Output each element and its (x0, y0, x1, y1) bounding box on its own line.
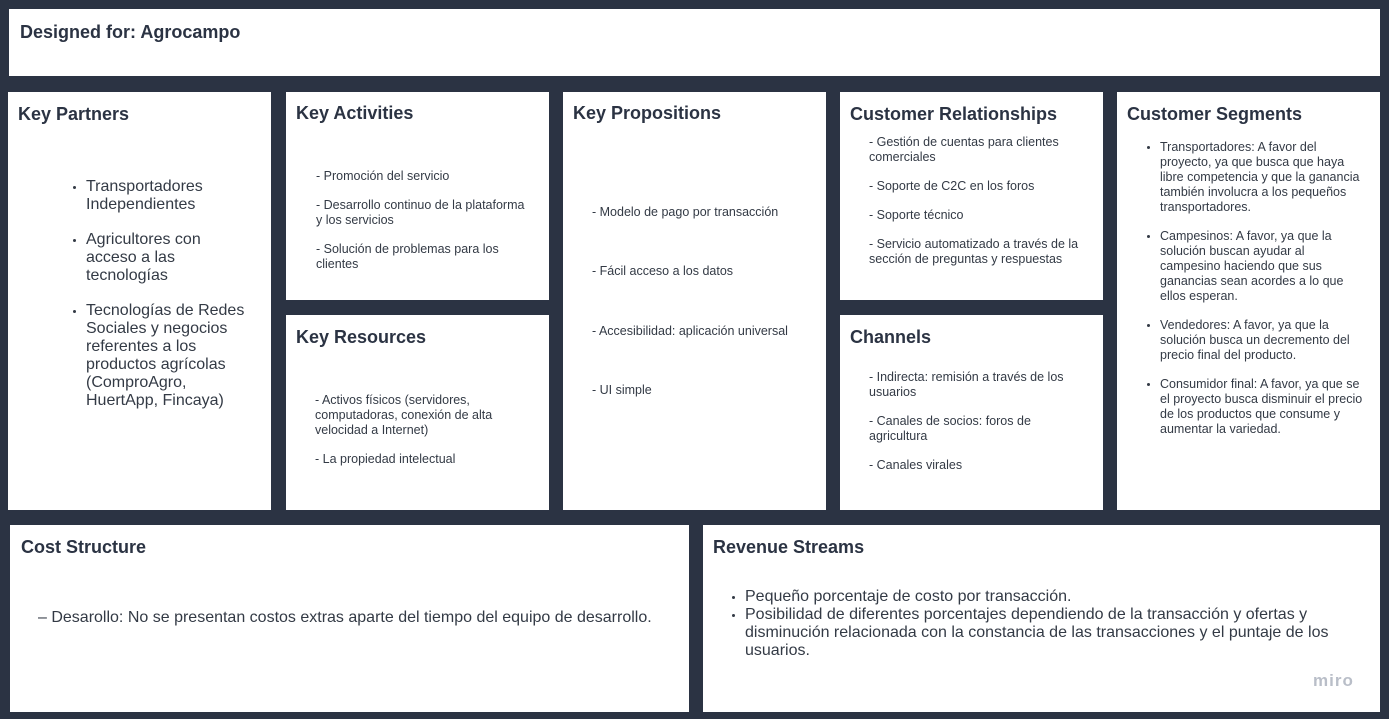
list-item: • Posibilidad de diferentes porcentajes dependiendo de la transacción y ofertas y disminución relacionada con la constancia de las transacciones y el puntaje de los usuarios. (745, 606, 1335, 660)
list-item: • Vendedores: A favor, ya que la solución busca un decremento del precio final del producto. (1160, 318, 1365, 363)
list-item: - Canales de socios: foros de agricultura (869, 414, 1031, 443)
key-partners-list (68, 178, 246, 427)
list-item: - UI simple (592, 383, 652, 397)
list-item: • Consumidor final: A favor, ya que se el proyecto busca disminuir el precio de los productos que consume y aumentar la variedad. (1160, 377, 1365, 437)
list-item: - Modelo de pago por transacción (592, 205, 779, 219)
cost-structure-text: – Desarollo: No se presentan costos extras aparte del tiempo del equipo de desarrollo. (38, 609, 652, 626)
revenue-streams-title: Revenue Streams (713, 537, 865, 557)
list-item: - Activos físicos (servidores, computadoras, conexión de alta velocidad a Internet) (315, 393, 493, 437)
key-resources-list (315, 393, 515, 481)
list-item: - Soporte de C2C en los foros (869, 179, 1035, 193)
list-item: • Transportadores: A favor del proyecto, ya que busca que haya libre competencia y que la ganancia también involucra a los pequeños transportadores. (1160, 140, 1365, 215)
header-box (9, 9, 1380, 76)
customer-relationships-title: Customer Relationships (850, 104, 1058, 124)
key-propositions-list (592, 205, 817, 398)
customer-segments-list (1142, 140, 1365, 451)
list-item: - Accesibilidad: aplicación universal (592, 324, 788, 338)
customer-segments-box (1117, 92, 1380, 510)
list-item: - Canales virales (869, 458, 963, 472)
customer-relationships-box (840, 92, 1103, 300)
customer-segments-title: Customer Segments (1127, 104, 1303, 124)
list-item: - Promoción del servicio (316, 169, 450, 183)
list-item: - Solución de problemas para los clientes (316, 242, 499, 271)
key-activities-box (286, 92, 549, 300)
list-item: - Gestión de cuentas para clientes comerciales (869, 135, 1059, 164)
channels-box (840, 315, 1103, 510)
list-item: - Indirecta: remisión a través de los usuarios (869, 370, 1064, 399)
list-item: - Soporte técnico (869, 208, 964, 222)
canvas-title: Designed for: Agrocampo (20, 22, 241, 42)
list-item: - Fácil acceso a los datos (592, 264, 734, 278)
list-item: • Transportadores Independientes (86, 178, 246, 214)
cost-structure-box (10, 525, 689, 712)
list-item: • Campesinos: A favor, ya que la solución buscan ayudar al campesino haciendo que sus ganancias sean acordes a lo que ellos esperan. (1160, 229, 1365, 304)
key-resources-title: Key Resources (296, 327, 427, 347)
customer-relationships-list (869, 135, 1084, 281)
key-resources-box (286, 315, 549, 510)
list-item: - Servicio automatizado a través de la sección de preguntas y respuestas (869, 237, 1079, 266)
list-item: • Agricultores con acceso a las tecnologías (86, 231, 246, 285)
channels-title: Channels (850, 327, 932, 347)
key-propositions-box (563, 92, 826, 510)
key-propositions-title: Key Propositions (573, 103, 722, 123)
list-item: - Desarrollo continuo de la plataforma y los servicios (316, 198, 525, 227)
revenue-streams-list (727, 588, 1335, 660)
miro-logo: miro (1313, 671, 1354, 690)
key-activities-title: Key Activities (296, 103, 414, 123)
list-item: • Pequeño porcentaje de costo por transacción. (745, 588, 1335, 606)
key-activities-list (316, 169, 526, 286)
key-partners-box (8, 92, 271, 510)
channels-list (869, 370, 1079, 487)
revenue-streams-box (703, 525, 1380, 712)
cost-structure-title: Cost Structure (21, 537, 147, 557)
list-item: - La propiedad intelectual (315, 452, 456, 466)
list-item: • Tecnologías de Redes Sociales y negocios referentes a los productos agrícolas (ComproAgro, HuertApp, Fincaya) (86, 302, 246, 410)
key-partners-title: Key Partners (18, 104, 130, 124)
